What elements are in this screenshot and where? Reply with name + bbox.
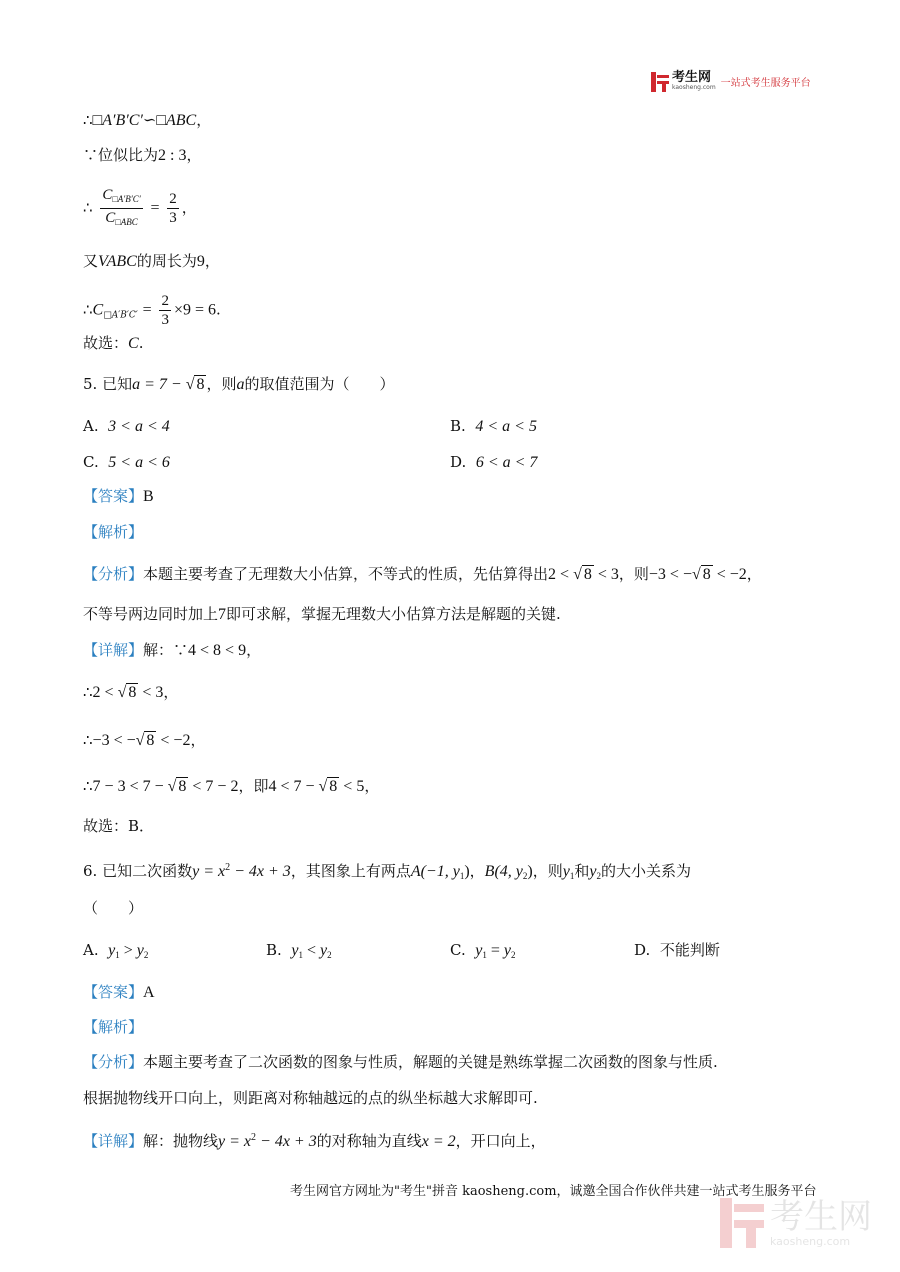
q5-answer: 【答案】B [83, 487, 154, 505]
watermark-logo-icon [720, 1198, 764, 1248]
watermark-url: kaosheng.com [770, 1234, 851, 1248]
prev-line-4: 又VABC的周长为9， [83, 252, 220, 270]
q6-fenxi-line2: 根据抛物线开口向上，则距离对称轴越远的点的纵坐标越大求解即可. [83, 1089, 538, 1107]
q6-option-b: B. $y_1 < y_2$ [266, 941, 332, 960]
q5-option-a: A. 3 < a < 4 [83, 417, 170, 435]
brand-block [672, 71, 716, 92]
q5-xiangjie: 【详解】解：∵4 < 8 < 9， [83, 641, 262, 659]
q5-step-1: ∴2 < √ 8 < 3， [83, 683, 179, 701]
q6-answer: 【答案】A [83, 983, 155, 1001]
result-fraction: $\frac{2}{3}$ [161, 293, 169, 328]
sqrt-symbol: √ 8 [185, 376, 205, 393]
brand-slogan: 一站式考生服务平台 [720, 78, 811, 89]
q6-analysis-tag: 【解析】 [83, 1018, 144, 1036]
q5-option-d: D. 6 < a < 7 [450, 453, 538, 471]
prev-line-1: ∴□A′B′C′∽□ABC， [83, 111, 212, 129]
q5-option-b: B. 4 < a < 5 [450, 417, 537, 435]
q5-fenxi-line1: 【分析】本题主要考查了无理数大小估算，不等式的性质，先估算得出2 < √ 8 < 3，则−3 < −√ 8 < −2， [83, 565, 762, 583]
header-logo [651, 71, 811, 92]
q5-fenxi-line2: 不等号两边同时加上7即可求解，掌握无理数大小估算方法是解题的关键. [83, 605, 561, 623]
q5-option-c: C. 5 < a < 6 [83, 453, 170, 471]
watermark-brand: 考生网 [770, 1196, 872, 1237]
q5-analysis-tag: 【解析】 [83, 523, 144, 541]
q5-end: 故选：B． [83, 817, 155, 835]
q6-option-c: C. $y_1 = y_2$ [450, 941, 516, 960]
ratio-fraction: $\frac{2}{3}$ [169, 191, 177, 226]
q6-xiangjie: 【详解】解：抛物线$y = x^2 - 4x + 3$的对称轴为直线x = 2，开口向上， [83, 1132, 546, 1150]
brand-name: 考生网 [672, 70, 712, 85]
logo-icon [651, 72, 669, 92]
prev-line-5: $\therefore C_{□A'B'C'}$ = $\frac{2}{3}$ ×9 = 6. [83, 293, 221, 328]
brand-url: kaosheng.com [672, 84, 716, 91]
q6-fenxi-line1: 【分析】本题主要考查了二次函数的图象与性质，解题的关键是熟练掌握二次函数的图象与性质. [83, 1053, 718, 1071]
q6-option-d: D. 不能判断 [634, 941, 720, 959]
watermark [720, 1198, 872, 1248]
page-footer: 考生网官方网址为"考生"拼音 kaosheng.com，诚邀全国合作伙伴共建一站式考生服务平台 [290, 1184, 817, 1199]
q5-stem: 5. 已知a = 7 − √ 8 ，则a的取值范围为（ ） [83, 375, 395, 393]
prev-line-2: ∵位似比为2 : 3， [83, 146, 202, 164]
prev-line-6: 故选：C. [83, 334, 144, 352]
q6-stem: 6. 已知二次函数$y = x^2 - 4x + 3$，其图象上有两点A(−1, $y_1$)，B(4, $y_2$)，则$y_1$和$y_2$的大小关系为 [83, 862, 691, 881]
q6-option-a: A. $y_1 > y_2$ [83, 941, 149, 960]
perimeter-ratio-fraction: $\frac{C_{□A'B'C'}}{C_{□ABC}}$ [102, 187, 141, 227]
q5-step-3: ∴7 − 3 < 7 − √ 8 < 7 − 2，即4 < 7 − √ 8 < 5， [83, 777, 380, 795]
q6-paren: （ ） [83, 899, 144, 917]
prev-line-3: ∴ $\frac{C_{□A'B'C'}}{C_{□ABC}}$ = $\frac{2}{3}$ ， [83, 186, 197, 231]
q5-step-2: ∴−3 < −√ 8 < −2， [83, 731, 206, 749]
